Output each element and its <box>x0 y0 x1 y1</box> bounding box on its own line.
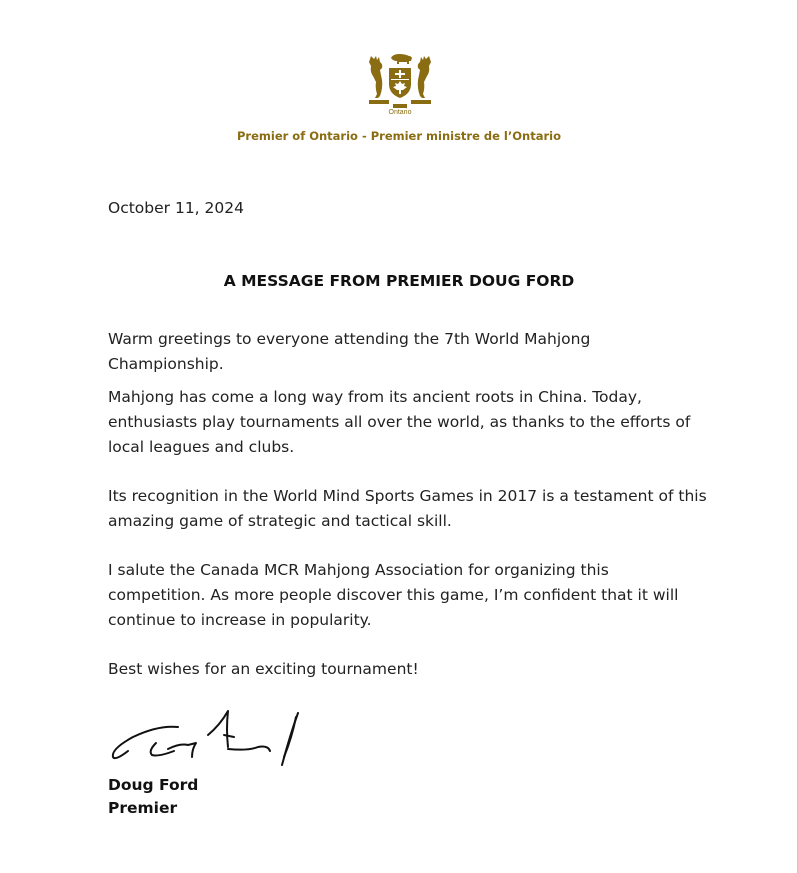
paragraph: Best wishes for an exciting tournament! <box>108 660 419 678</box>
crest-label: Ontario <box>388 109 412 116</box>
paragraph: I salute the Canada MCR Mahjong Association for organizing this competition. As more people discover this game, I’m confident that it will continue to increase in popularity. <box>108 561 679 629</box>
signer-name: Doug Ford <box>108 776 199 794</box>
ontario-coat-of-arms-icon <box>365 50 435 118</box>
paragraph: Warm greetings to everyone attending the 7th World Mahjong Championship. <box>108 330 591 373</box>
signature-icon <box>108 705 318 777</box>
paragraph: Its recognition in the World Mind Sports Games in 2017 is a testament of this amazing game of strategic and tactical skill. <box>108 487 707 530</box>
signer-role: Premier <box>108 799 178 817</box>
paragraph: Mahjong has come a long way from its ancient roots in China. Today, enthusiasts play tournaments all over the world, as thanks to the efforts of local leagues and clubs. <box>108 388 691 456</box>
letter-title: A MESSAGE FROM PREMIER DOUG FORD <box>223 272 575 290</box>
office-title: Premier of Ontario - Premier ministre de l’Ontario <box>237 129 561 143</box>
letter-date: October 11, 2024 <box>108 199 244 217</box>
signer-block <box>108 774 198 820</box>
